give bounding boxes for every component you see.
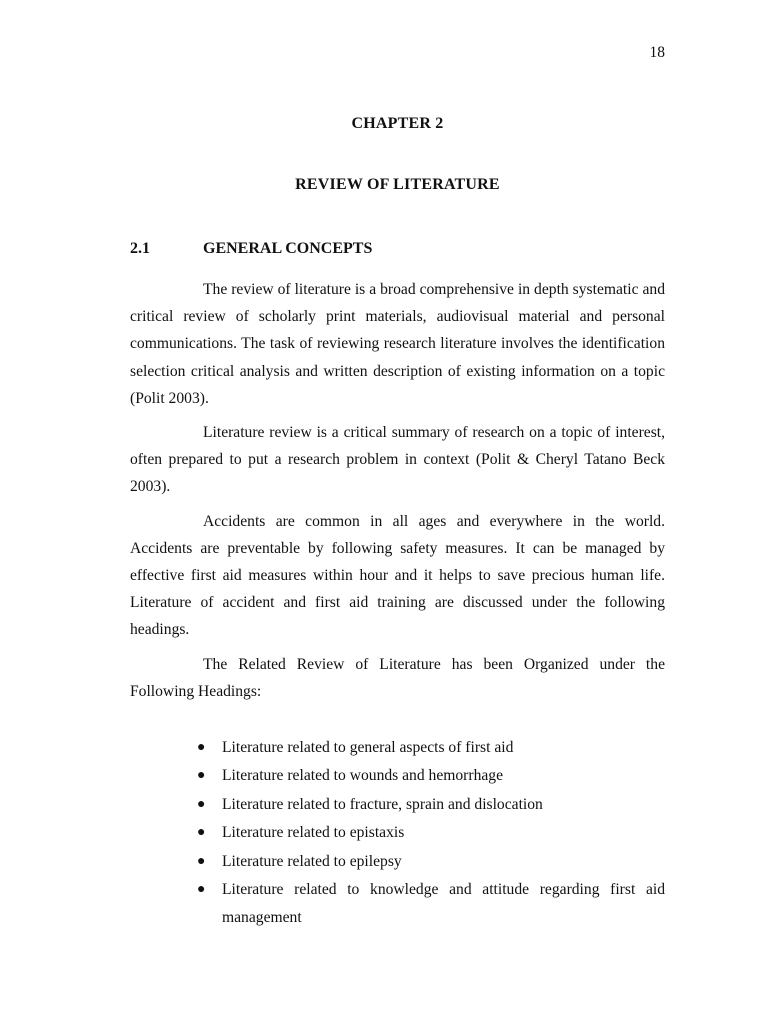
list-item xyxy=(197,791,665,819)
section-heading xyxy=(130,240,372,258)
section-number: 2.1 xyxy=(130,240,150,257)
bullet-icon: ● xyxy=(197,825,206,841)
bullet-icon: ● xyxy=(197,853,206,869)
bullet-icon: ● xyxy=(197,768,206,784)
body-content xyxy=(130,276,665,933)
paragraph-4: The Related Review of Literature has been Organized under the Following Headings: xyxy=(130,655,665,700)
chapter-title: REVIEW OF LITERATURE xyxy=(295,176,500,193)
list-item xyxy=(197,876,665,933)
list-item xyxy=(197,762,665,790)
paragraph-1: The review of literature is a broad comprehensive in depth systematic and critical review of scholarly print materials, audiovisual material and personal communications. The task of reviewing research literature involves the identification selection critical analysis and written description of existing information on a topic (Polit 2003). xyxy=(130,281,665,407)
list-item-text: Literature related to wounds and hemorrhage xyxy=(222,767,504,785)
page-number: 18 xyxy=(649,44,665,61)
list-item-text: Literature related to knowledge and attitude regarding first aid management xyxy=(222,881,665,927)
paragraph-2: Literature review is a critical summary of research on a topic of interest, often prepared to put a research problem in context (Polit & Cheryl Tatano Beck 2003). xyxy=(130,424,665,496)
chapter-heading: CHAPTER 2 xyxy=(351,115,444,132)
list-item-text: Literature related to general aspects of first aid xyxy=(222,739,514,757)
list-item xyxy=(197,734,665,762)
headings-list xyxy=(130,734,665,933)
list-item xyxy=(197,819,665,847)
paragraph-3: Accidents are common in all ages and everywhere in the world. Accidents are preventable by following safety measures. It can be managed by effective first aid measures within hour and it helps to save precious human life. Literature of accident and first aid training are discussed under the following headings. xyxy=(130,512,665,639)
list-item-text: Literature related to epilepsy xyxy=(222,852,402,870)
list-item-text: Literature related to epistaxis xyxy=(222,824,405,842)
bullet-icon: ● xyxy=(197,796,206,812)
bullet-icon: ● xyxy=(197,740,206,756)
section-title: GENERAL CONCEPTS xyxy=(203,240,373,257)
list-item-text: Literature related to fracture, sprain and dislocation xyxy=(222,795,543,813)
list-item xyxy=(197,848,665,876)
bullet-icon: ● xyxy=(197,882,206,898)
